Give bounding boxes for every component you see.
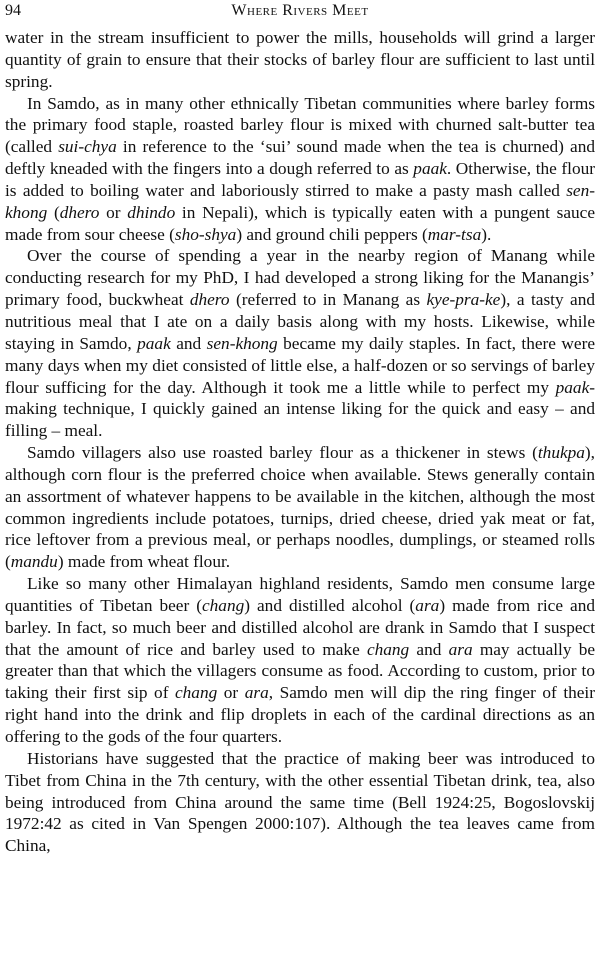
text-run: may actually be greater than that which the villagers consume as food. According to custom, prior to taking their first sip of <box>5 639 596 703</box>
text-run: or <box>217 683 245 703</box>
text-run: in Nepali), which is typically eaten with a pungent sauce made from sour cheese ( <box>5 202 595 244</box>
italic-term: paak <box>413 159 447 179</box>
paragraph <box>5 245 595 442</box>
italic-term: chang <box>366 639 410 659</box>
text-run: Like so many other Himalayan highland residents, Samdo men consume large quantities of Tibetan beer ( <box>5 574 595 615</box>
italic-term: ara <box>244 683 269 703</box>
text-run: . Otherwise, the flour is added to boiling water and laboriously stirred to make a pasty mash called <box>5 159 595 200</box>
italic-term: sen-khong <box>206 333 278 353</box>
text-run: , Samdo men will dip the ring finger of their right hand into the drink and flip droplets in each of the cardinal directions as an offering to the gods of the four quarters. <box>5 683 595 746</box>
text-run: or <box>99 202 128 222</box>
text-run: Samdo villagers also use roasted barley flour as a thickener in stews ( <box>27 443 538 463</box>
text-run: became my daily staples. In fact, there were many days when my diet consisted of little else, a half-dozen or so servings of barley flour sufficing for the day. Although it took me a little while to perfect my <box>5 333 596 397</box>
italic-term: kye-pra-ke <box>426 290 501 310</box>
italic-term: sho-shya <box>174 224 237 244</box>
italic-term: paak <box>137 333 171 353</box>
text-run: -making technique, I quickly gained an intense liking for the quick and easy – and filling – meal. <box>5 377 595 441</box>
italic-term: dhindo <box>127 202 176 222</box>
text-run: in reference to the ‘sui’ sound made when the tea is churned) and deftly kneaded with the fingers into a dough referred to as <box>5 137 595 179</box>
text-run: (referred to in Manang as <box>229 290 427 310</box>
text-run: ) made from rice and barley. In fact, so much beer and distilled alcohol are drank in Samdo that I suspect that the amount of rice and barley used to make <box>5 595 595 659</box>
paragraph <box>5 442 595 573</box>
italic-term: mar-tsa <box>427 224 482 244</box>
running-title: Where Rivers Meet <box>231 2 369 19</box>
text-run: In Samdo, as in many other ethnically Tibetan communities where barley forms the primary food staple, roasted barley flour is mixed with churned salt-butter tea (called <box>5 93 595 157</box>
text-run: ), a tasty and nutritious meal that I ate on a daily basis along with my hosts. Likewise, while staying in Samdo, <box>5 290 595 353</box>
text-run: and <box>409 639 449 659</box>
italic-term: dhero <box>189 290 230 310</box>
italic-term: sen-khong <box>5 180 595 222</box>
text-run: ), although corn flour is the preferred choice when available. Stews generally contain an assortment of whatever happens to be available in the kitchen, although the most common ingredients include potatoes, turnips, dried cheese, dried yak meat or fat, rice leftover from a previous meal, or perhaps noodles, dumplings, or steamed rolls ( <box>5 443 595 572</box>
italic-term: chang <box>202 595 245 615</box>
text-run: water in the stream insufficient to power the mills, households will grind a larger quantity of grain to ensure that their stocks of barley flour are sufficient to last until spring. <box>5 28 595 91</box>
italic-term: sui-chya <box>58 137 117 157</box>
italic-term: thukpa <box>537 443 585 463</box>
text-run: ) made from wheat flour. <box>57 552 231 572</box>
text-run: ). <box>481 224 492 244</box>
text-run: Historians have suggested that the practice of making beer was introduced to Tibet from China in the 7th century, with the other essential Tibetan drink, tea, also being introduced from China around the same time (Bell 1924:25, Bogoslovskij 1972:42 as cited in Van Spengen 2000:107). Although the tea leaves came from China, <box>5 748 595 856</box>
italic-term: mandu <box>10 552 58 572</box>
italic-term: paak <box>555 377 590 397</box>
body-text <box>5 27 595 857</box>
paragraph <box>5 27 595 93</box>
italic-term: chang <box>175 683 218 703</box>
text-run: ( <box>47 202 60 222</box>
text-run: ) and distilled alcohol ( <box>244 595 416 615</box>
italic-term: ara <box>415 595 440 615</box>
page-number: 94 <box>5 2 21 19</box>
paragraph <box>5 93 595 246</box>
text-run: Over the course of spending a year in the nearby region of Manang while conducting research for my PhD, I had developed a strong liking for the Manangis’ primary food, buckwheat <box>5 246 595 310</box>
paragraph <box>5 748 595 857</box>
italic-term: dhero <box>59 202 100 222</box>
text-run: and <box>170 333 207 353</box>
text-run: ) and ground chili peppers ( <box>236 224 428 244</box>
italic-term: ara <box>448 639 473 659</box>
running-header <box>5 0 595 27</box>
paragraph <box>5 573 595 748</box>
